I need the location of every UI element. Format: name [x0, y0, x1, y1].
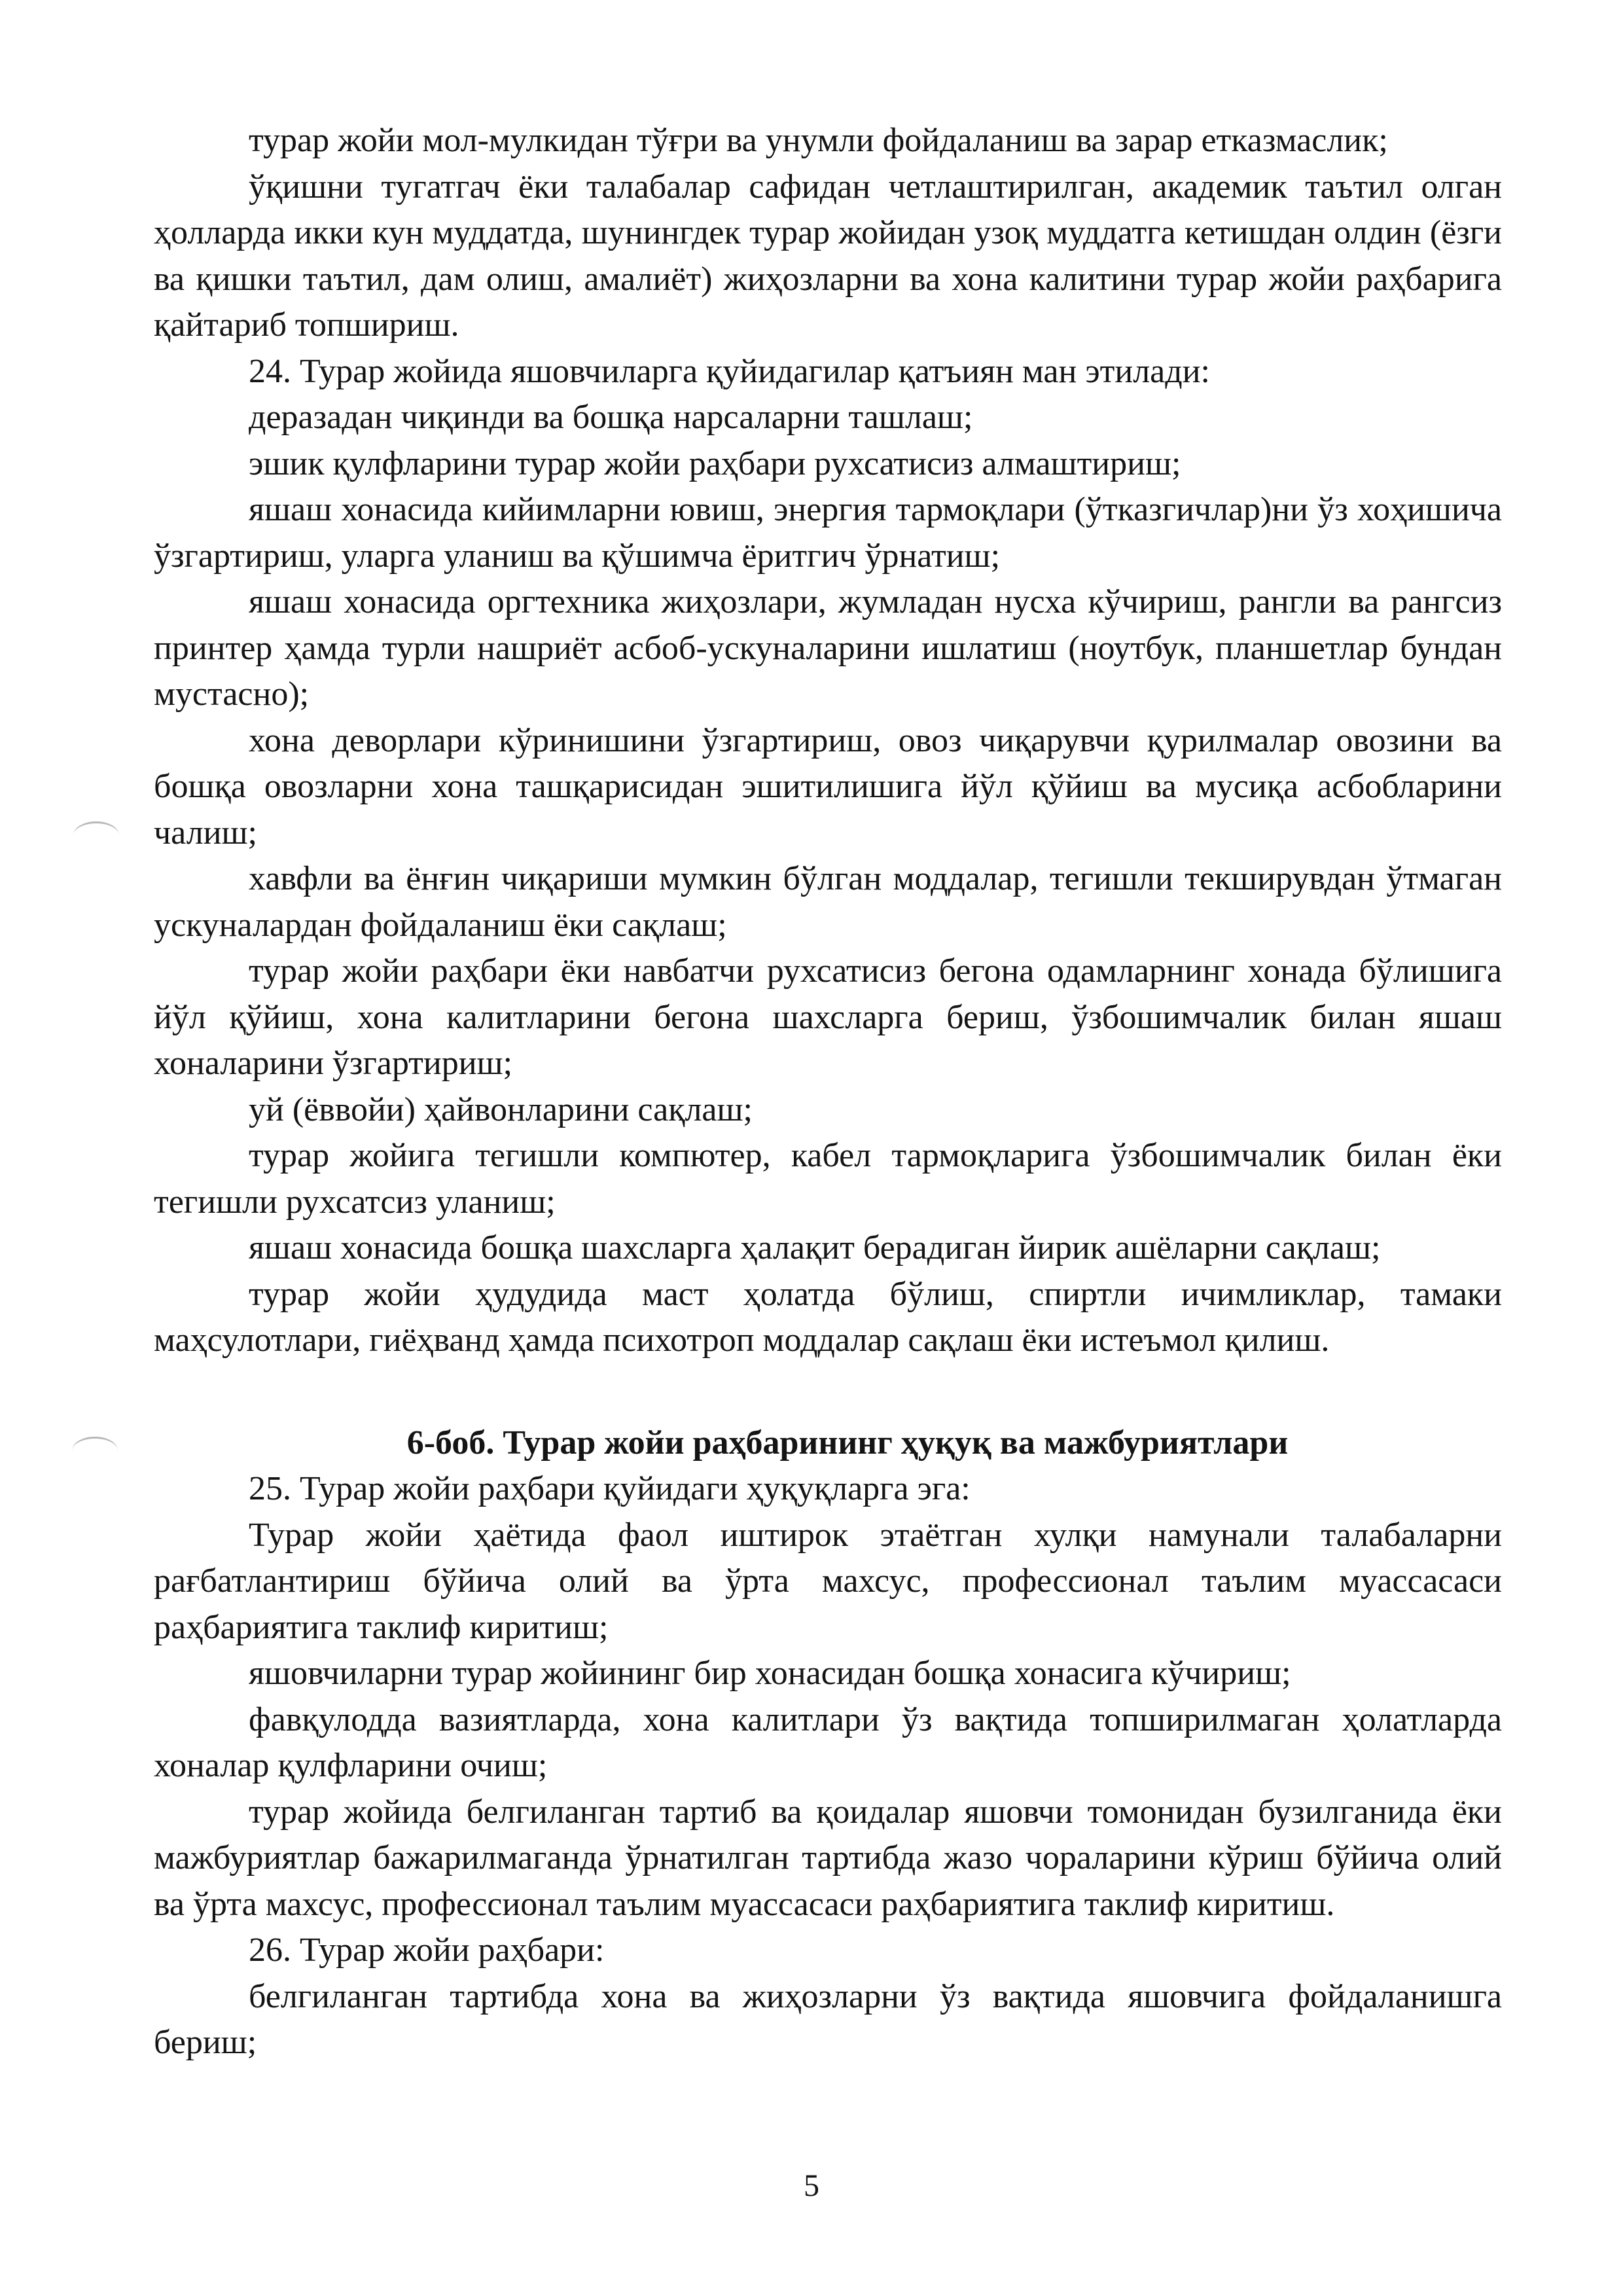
- list-item: Турар жойи ҳаётида фаол иштирок этаётган хулқи намунали талабаларни рағбатлантириш бўйича олий ва ўрта махсус, профессионал таълим муассасаси раҳбариятига таклиф киритиш;: [154, 1516, 1502, 1646]
- chapter-heading: 6-боб. Турар жойи раҳбарининг ҳуқуқ ва мажбуриятлари: [406, 1424, 1289, 1462]
- section-24-title: 24. Турар жойида яшовчиларга қуйидагилар қатъиян ман этилади:: [249, 352, 1210, 390]
- section-25-title: 25. Турар жойи раҳбари қуйидаги ҳуқуқларга эга:: [249, 1470, 971, 1507]
- list-item: белгиланган тартибда хона ва жиҳозларни ўз вақтида яшовчига фойдаланишга бериш;: [154, 1977, 1502, 2061]
- list-item: хавфли ва ёнғин чиқариши мумкин бўлган моддалар, тегишли текширувдан ўтмаган ускуналардан фойдаланиш ёки сақлаш;: [154, 860, 1502, 944]
- list-item: деразадан чиқинди ва бошқа нарсаларни ташлаш;: [249, 399, 973, 436]
- list-item: фавқулодда вазиятларда, хона калитлари ўз вақтида топширилмаган ҳолатларда хоналар қулфларини очиш;: [154, 1700, 1502, 1784]
- list-item: турар жойига тегишли компютер, кабел тармоқларига ўзбошимчалик билан ёки тегишли рухсатсиз уланиш;: [154, 1137, 1502, 1221]
- document-page: [154, 118, 1502, 2066]
- list-item: турар жойи ҳудудида маст ҳолатда бўлиш, спиртли ичимликлар, тамаки маҳсулотлари, гиёҳванд ҳамда психотроп моддалар сақлаш ёки истеъмол қилиш.: [154, 1275, 1502, 1359]
- list-item: яшовчиларни турар жойининг бир хонасидан бошқа хонасига кўчириш;: [249, 1655, 1291, 1692]
- list-item: яшаш хонасида кийимларни ювиш, энергия тармоқлари (ўтказгичлар)ни ўз хоҳишича ўзгартириш, уларга уланиш ва қўшимча ёритгич ўрнатиш;: [154, 491, 1502, 575]
- paragraph: турар жойи мол-мулкидан тўғри ва унумли фойдаланиш ва зарар етказмаслик;: [249, 122, 1388, 159]
- list-item: яшаш хонасида бошқа шахсларга ҳалақит берадиган йирик ашёларни сақлаш;: [249, 1229, 1381, 1266]
- paragraph: ўқишни тугатгач ёки талабалар сафидан четлаштирилган, академик таътил олган ҳолларда икки кун муддатда, шунингдек турар жойидан узоқ муддатга кетишдан олдин (ёзги ва қишки таътил, дам олиш, амалиёт) жиҳозларни ва хона калитини турар жойи раҳбарига қайтариб топшириш.: [154, 168, 1502, 344]
- section-26-title: 26. Турар жойи раҳбари:: [249, 1931, 605, 1969]
- page-number: 5: [804, 2168, 819, 2203]
- list-item: турар жойи раҳбари ёки навбатчи рухсатисиз бегона одамларнинг хонада бўлишига йўл қўйиш, хона калитларини бегона шахсларга бериш, ўзбошимчалик билан яшаш хоналарини ўзгартириш;: [154, 952, 1502, 1082]
- scan-margin-mark: [72, 1437, 118, 1465]
- scan-margin-mark: [73, 821, 119, 850]
- list-item: хона деворлари кўринишини ўзгартириш, овоз чиқарувчи қурилмалар овозини ва бошқа овозларни хона ташқарисидан эшитилишига йўл қўйиш ва мусиқа асбобларини чалиш;: [154, 721, 1502, 852]
- list-item: турар жойида белгиланган тартиб ва қоидалар яшовчи томонидан бузилганида ёки мажбуриятлар бажарилмаганда ўрнатилган тартибда жазо чораларини кўриш бўйича олий ва ўрта махсус, профессионал таълим муассасаси раҳбариятига таклиф киритиш.: [154, 1793, 1502, 1923]
- section-gap: [154, 1364, 1502, 1420]
- list-item: уй (ёввойи) ҳайвонларини сақлаш;: [249, 1090, 753, 1128]
- list-item: яшаш хонасида оргтехника жиҳозлари, жумладан нусха кўчириш, рангли ва рангсиз принтер ҳамда турли нашриёт асбоб-ускуналарини ишлатиш (ноутбук, планшетлар бундан мустасно);: [154, 583, 1502, 713]
- list-item: эшик қулфларини турар жойи раҳбари рухсатисиз алмаштириш;: [249, 444, 1181, 482]
